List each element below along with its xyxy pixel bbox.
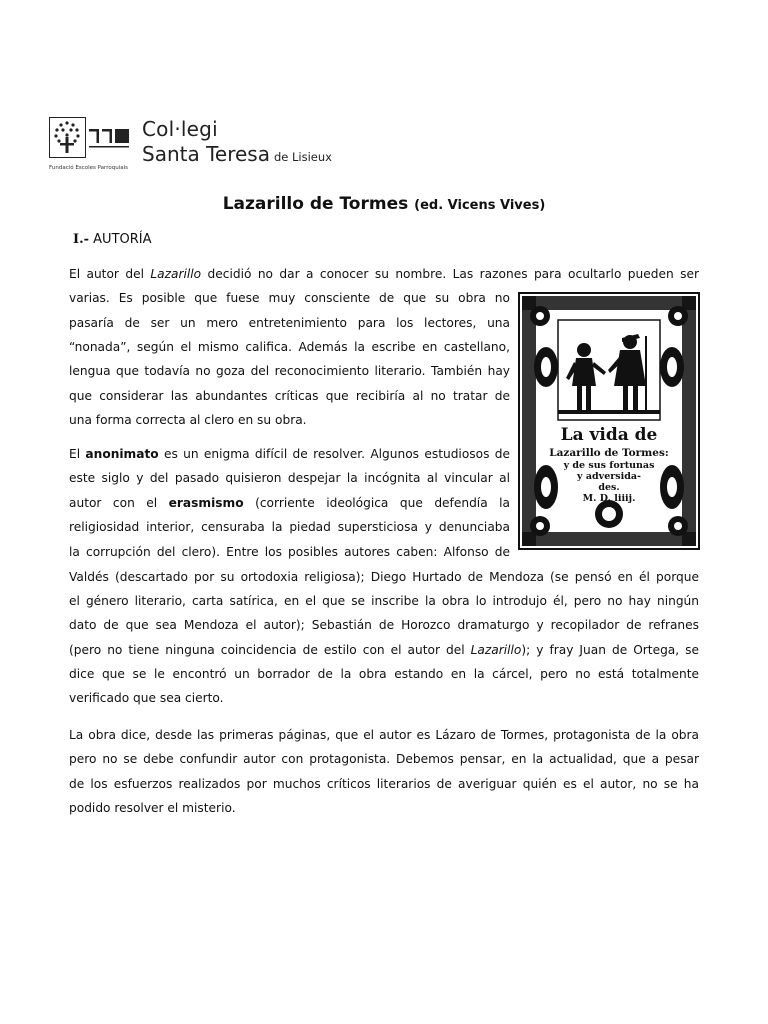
cover-title-line-6: M. D. liiij. (582, 493, 636, 504)
paragraph-2-line: Valdés (descartado por su ortodoxia religiosa); Diego Hurtado de Mendoza (se pensó en él porque (69, 570, 699, 584)
paragraph-2-line: dato de que sea Mendoza el autor); Sebastián de Horozco dramaturgo y recopilador de refranes (69, 618, 699, 632)
paragraph-1-line: “nonada”, según el mismo califica. Además la escribe en castellano, (69, 340, 510, 354)
document-title (0, 194, 768, 214)
paragraph-1-line: pasaría de ser un mero entretenimiento para los lectores, una (69, 316, 510, 330)
paragraph-3-line: podido resolver el misterio. (69, 801, 236, 815)
section-number: I.- (73, 232, 90, 247)
cover-title-line-1: La vida de (560, 425, 658, 445)
text-run: El autor del (69, 267, 151, 281)
cover-title-line-4: y adversida- (577, 471, 641, 482)
paragraph-1-line: lengua que todavía no goza del reconocimiento literario. También hay (69, 364, 510, 378)
title-edition: (ed. Vicens Vives) (414, 198, 546, 213)
text-run: (corriente ideológica que defendía la (243, 496, 510, 510)
paragraph-2-line (69, 642, 699, 659)
paragraph-3-line: La obra dice, desde las primeras páginas, que el autor es Lázaro de Tormes, protagonista de la obra (69, 728, 699, 742)
italic-title: Lazarillo (470, 643, 522, 657)
bold-term: anonimato (85, 447, 159, 461)
logo-line-1: Col·legi (142, 117, 218, 141)
paragraph-1-line: una forma correcta al clero en su obra. (69, 413, 307, 427)
paragraph-2-line (69, 446, 510, 463)
logo-school-name: Santa Teresa (142, 142, 270, 166)
text-run: es un enigma difícil de resolver. Algunos estudiosos de (158, 447, 510, 461)
bold-term: erasmismo (168, 496, 244, 510)
paragraph-2-line (69, 495, 510, 512)
italic-title: Lazarillo (150, 267, 202, 281)
paragraph-2-line: dice que se le encontró un borrador de la obra estando en la cárcel, pero no está totalmente (69, 667, 699, 681)
paragraph-1-line: que considerar las abundantes críticas que recibiría al no tratar de (69, 389, 510, 403)
paragraph-3-line: pero no se debe confundir autor con protagonista. Debemos pensar, en la actualidad, que a pesar (69, 752, 699, 766)
cover-title-line-2: Lazarillo de Tormes: (549, 447, 669, 459)
section-label: AUTORÍA (93, 232, 152, 247)
logo-line-2 (142, 142, 332, 166)
school-emblem-icon (49, 117, 133, 161)
paragraph-2-line: la corrupción del clero). Entre los posibles autores caben: Alfonso de (69, 545, 510, 559)
paragraph-2-line: el género literario, carta satírica, en el que se inscribe la obra lo introdujo él, pero no hay ningún (69, 594, 699, 608)
text-run: (pero no tiene ninguna coincidencia de estilo con el autor del (69, 643, 471, 657)
paragraph-1-line (69, 266, 699, 283)
text-run: decidió no dar a conocer su nombre. Las razones para ocultarlo pueden ser (201, 267, 699, 281)
paragraph-2-line: religiosidad interior, censuraba la piedad supersticiosa y denunciaba (69, 520, 510, 534)
logo-school-suffix: de Lisieux (273, 150, 332, 164)
text-run: autor con el (69, 496, 169, 510)
title-main: Lazarillo de Tormes (222, 194, 409, 214)
cover-title-line-3: y de sus fortunas (563, 460, 655, 471)
logo-foundation: Fundació Escoles Parroquials (49, 165, 128, 171)
text-run: El (69, 447, 86, 461)
paragraph-3-line: de los esfuerzos realizados por muchos críticos literarios de averiguar quién es el autor, no se ha (69, 777, 699, 791)
lazarillo-cover-woodcut (518, 292, 700, 550)
cover-title-line-5: des. (598, 482, 620, 493)
school-logo (49, 117, 349, 177)
section-heading (73, 232, 152, 247)
paragraph-2-line: este siglo y del pasado quisieron despejar la incógnita al vincular al (69, 471, 510, 485)
paragraph-2-line: verificado que sea cierto. (69, 691, 224, 705)
text-run: ); y fray Juan de Ortega, se (521, 643, 700, 657)
paragraph-1-line: varias. Es posible que fuese muy consciente de que su obra no (69, 291, 510, 305)
